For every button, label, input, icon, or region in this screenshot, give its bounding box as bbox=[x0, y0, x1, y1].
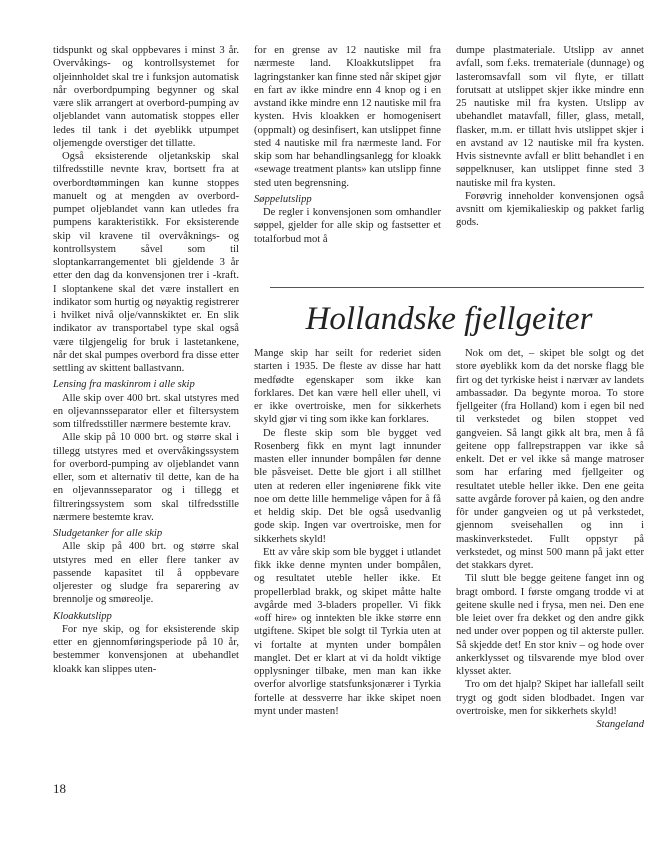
column-2-top bbox=[254, 44, 441, 246]
paragraph: Nok om det, – skipet ble solgt og det store øyeblikk kom da det norske flagg ble firt og det tyrkiske heist i nærvær av landets ambassadør. Da begynte moroa. To store fjellgeiter (fra Holland) kom i egen bil ned til verkstedet og bilen stoppet ved gangveien. Så langt gikk alt bra, men å få geitene opp fallrepstrappen var ikke så enkelt. Det er vel ikke så mange matroser som har erfaring med fjellgeiter og resultatet uteble heller ikke. Den ene geita satte avgårde forover på kaien, og den andre fôr under gangveien og ut på verkstedet, gjennom sveisehallen og inn i maskinverkstedet. Fullt oppstyr på verkstedet, og minst 500 mann på jakt etter det stakkars dyret. bbox=[456, 348, 644, 571]
column-1 bbox=[53, 44, 239, 676]
subheading: Sludgetanker for alle skip bbox=[53, 528, 163, 539]
paragraph: Ett av våre skip som ble bygget i utlandet fikk ikke denne mynten under bompålen, og resultatet uteble heller ikke. Et propellerblad brakk, og skipet måtte halte avgårde med 3-bladers propeller. Vi fikk «off hire» og inntekten ble ikke større enn utgiftene. Skipet ble solgt til Tyrkia uten at vi fortalte at mynten under bompålen manglet. Det er klart at vi da holdt viktige opplysninger tilbake, men man kan ikke overfor alvorlige statsfunksjonærer i Tyrkia fortelle at dessverre har ikke skipet noen mynt under masten! bbox=[254, 546, 441, 717]
paragraph: Til slutt ble begge geitene fanget inn og bragt ombord. I første omgang trodde vi at geitene skulle ned i frysa, men nei. Den ene ble leiet over fra dekket og den andre gikk ned under over poppen og til akterste puller. Så skjedde det! En stor kniv – og hode over ankerklysset og tilsvarende mye blod over klysset akter. bbox=[456, 573, 644, 677]
section-divider bbox=[270, 287, 644, 288]
paragraph: For nye skip, og for eksisterende skip etter en gjennomføringsperiode på 10 år, bestemmer konvensjonen at ubehandlet kloakk kan slippes uten- bbox=[53, 623, 239, 675]
paragraph: De fleste skip som ble bygget ved Rosenberg fikk en mynt lagt innunder masten eller innunder bompålen før denne ble påsveiset. Dette ble gjort i all stillhet uten at rederen eller ingeniørene fikk vite noe om dette lille hemmelige våpen for å få et heldig skip. Det ble også usedvanlig gode skip. Ingen var overtroiske, men for sikkerhets skyld! bbox=[254, 427, 441, 545]
paragraph: Alle skip på 10 000 brt. og større skal i tillegg utstyres med et overvåkingssystem for overbord-pumping av oljeblandet vann eller, som et alternativ til dette, kan de ha en oljevannsseparator og i tillegg et filtreringssystem som skal tilfredsstille nærmere bestemte krav. bbox=[53, 432, 239, 523]
subheading: Kloakkutslipp bbox=[53, 610, 112, 622]
author-signature: Stangeland bbox=[596, 719, 644, 730]
paragraph: Alle skip på 400 brt. og større skal utstyres med en eller flere tanker av passende kapasitet til å oppbevare oljerester og sludge fra separering av brennolje og smøreolje. bbox=[53, 541, 239, 606]
paragraph: Mange skip har seilt for rederiet siden starten i 1935. De fleste av disse har hatt medfødte egenskaper som ikke kan forklares. Det kan være hell eller uhell, vi er ikke overtroiske, men for sikkerhets skyld gjør vi ting som ikke kan forklares. bbox=[254, 348, 441, 426]
column-3-top bbox=[456, 44, 644, 230]
page-number: 18 bbox=[53, 781, 66, 796]
subheading: Lensing fra maskinrom i alle skip bbox=[53, 379, 195, 391]
paragraph: Også eksisterende oljetankskip skal tilfredsstille nevnte krav, bortsett fra at overbordtømmingen kan kunne stoppes manuelt og at mengden av overbord-pumpet oljeblandet vann kan utledes fra pumpens karakteristikk. For eksisterende skip vil kravene til overvåknings- og kontrollsystem såvel som til sloptankarrangementet bli gjeldende 3 år etter den dag da konvensjonen trer i -kraft. I sloptankene skal det være installert en indikator som hurtig og nøyaktig registrerer i hvilket nivå olje/vannskiktet er. En slik indikator av transportabel type skal også være tilgjengelig for bruk i lastetankene, når det skal pumpes overbord fra disse etter settling av skittent ballastvann. bbox=[53, 151, 239, 374]
paragraph: dumpe plastmateriale. Utslipp av annet avfall, som f.eks. tremateriale (dunnage) og lasteromsavfall som vil flyte, er tillatt forutsatt at utslippet skjer ikke mindre enn 25 nautiske mil fra kysten. Utslipp av ubehandlet matavfall, filler, glass, metall, flasker, m.m. er tillatt hvis utslippet skjer i en avstand av 12 nautiske mil fra kysten. Hvis sistnevnte avfall er blitt behandlet i en søppelknuser, kan utslippet finne sted 3 nautiske mil fra kysten. bbox=[456, 45, 644, 189]
paragraph: Forøvrig inneholder konvensjonen også avsnitt om kjemikalieskip og pakket farlig gods. bbox=[456, 190, 644, 229]
article-title: Hollandske fjellgeiter bbox=[305, 301, 593, 337]
subheading: Søppelutslipp bbox=[254, 193, 312, 205]
paragraph: Alle skip over 400 brt. skal utstyres med en oljevannsseparator eller et filtersystem som tilfredsstiller nærmere bestemte krav. bbox=[53, 392, 239, 430]
paragraph: De regler i konvensjonen som omhandler søppel, gjelder for alle skip og fastsetter et totalforbud mot å bbox=[254, 207, 441, 245]
column-5 bbox=[456, 347, 644, 731]
paragraph: tidspunkt og skal oppbevares i minst 3 år. Overvåkings- og kontrollsystemet for oljeinnholdet skal tre i funksjon automatisk når overbordpumping begynner og skal være slik arrangert at overbord-pumping av oljeblandet vann automatisk stoppes eller ledes til tank i det øyeblikk utpumpet oljemengde overstiger det tillatte. bbox=[53, 45, 239, 149]
paragraph: for en grense av 12 nautiske mil fra nærmeste land. Kloakkutslippet fra lagringstanker kan finne sted når skipet gjør en fart av ikke mindre enn 4 knop og i en avstand ikke mindre enn 12 nautiske mil fra kysten. Hvis kloakken er homogenisert (oppmalt) og desinfisert, kan utslippet finne sted 4 nautiske mil fra nærmeste land. For skip som har behandlingsanlegg for kloakk «sewage treatment plants» kan utslipp finne sted uten begrensning. bbox=[254, 45, 441, 189]
paragraph: Tro om det hjalp? Skipet har iallefall seilt trygt og godt siden blodbadet. Ingen var overtroiske, men for sikkerhets skyld! bbox=[456, 679, 644, 717]
column-4 bbox=[254, 347, 441, 718]
